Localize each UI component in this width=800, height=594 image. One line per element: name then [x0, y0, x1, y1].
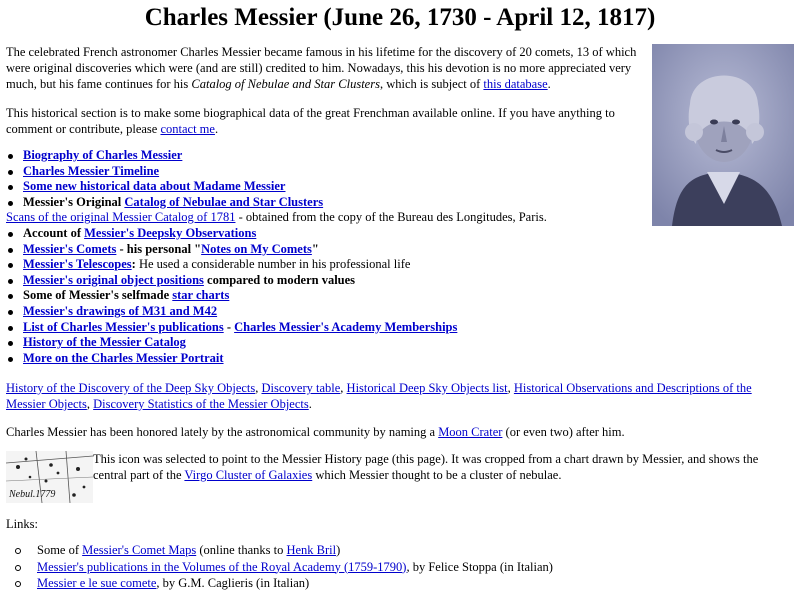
page-title: Charles Messier (June 26, 1730 - April 12, 1817)	[144, 4, 656, 31]
link-mid: (online thanks to	[196, 543, 287, 557]
list-item	[6, 304, 547, 320]
messier-comets-link[interactable]: Messier's Comets	[23, 241, 117, 256]
honored-text-2: (or even two) after him.	[502, 425, 625, 439]
scans-suffix: - obtained from the copy of the Bureau des Longitudes, Paris.	[235, 210, 547, 225]
icon-caption: Nebul.1779	[9, 489, 56, 500]
publications-link[interactable]: List of Charles Messier's publications	[23, 319, 224, 334]
comets-end: "	[311, 241, 319, 256]
comets-mid: - his personal "	[116, 241, 202, 256]
list-item	[6, 257, 547, 273]
virgo-chart-icon	[6, 451, 93, 503]
historical-text-2: .	[214, 122, 219, 136]
discovery-history-link[interactable]: History of the Discovery of the Deep Sky Objects	[6, 381, 256, 395]
links-label: Links:	[6, 517, 38, 531]
positions-suffix: compared to modern values	[203, 272, 356, 287]
link-suffix: , by G.M. Caglieris (in Italian)	[156, 576, 310, 590]
list-item	[6, 335, 547, 351]
list-item	[6, 273, 547, 289]
deepsky-observations-link[interactable]: Messier's Deepsky Observations	[84, 225, 257, 240]
list-item	[6, 164, 547, 180]
original-catalog-link[interactable]: Catalog of Nebulae and Star Clusters	[124, 194, 324, 209]
intro-text-3: .	[547, 77, 551, 91]
biography-link[interactable]: Biography of Charles Messier	[23, 148, 183, 162]
this-database-link[interactable]: this database	[483, 77, 548, 91]
intro-text-2: , which is subject of	[379, 77, 484, 91]
messier-topics-list	[6, 148, 547, 366]
original-catalog-prefix: Messier's Original	[23, 194, 125, 209]
intro-paragraph	[6, 44, 646, 92]
list-item	[6, 179, 547, 195]
charts-prefix: Some of Messier's selfmade	[23, 288, 173, 303]
moon-crater-link[interactable]: Moon Crater	[438, 425, 503, 439]
list-item	[6, 226, 547, 242]
drawings-link[interactable]: Messier's drawings of M31 and M42	[23, 303, 218, 318]
portrait-link[interactable]: More on the Charles Messier Portrait	[23, 350, 224, 365]
sep: ,	[86, 397, 94, 411]
virgo-cluster-link[interactable]: Virgo Cluster of Galaxies	[184, 468, 313, 482]
list-item	[6, 351, 547, 367]
list-item	[6, 210, 547, 226]
historical-dso-list-link[interactable]: Historical Deep Sky Objects list	[346, 381, 508, 395]
list-item	[6, 148, 547, 164]
icon-text: This icon was selected to point to the Messier History page (this page). It was cropped from a chart drawn by Messier, and shows the central part of the	[93, 452, 759, 482]
academy-memberships-link[interactable]: Charles Messier's Academy Memberships	[234, 319, 458, 334]
link-prefix: Some of	[37, 543, 83, 557]
timeline-link[interactable]: Charles Messier Timeline	[23, 163, 160, 178]
sep: ,	[255, 381, 262, 395]
discovery-statistics-link[interactable]: Discovery Statistics of the Messier Objects	[93, 397, 309, 411]
discovery-paragraph	[6, 380, 786, 412]
discovery-table-link[interactable]: Discovery table	[261, 381, 341, 395]
list-item	[6, 575, 553, 592]
catalog-title: Catalog of Nebulae and Star Clusters	[191, 77, 380, 91]
scans-link[interactable]: Scans of the original Messier Catalog of 1781	[6, 210, 236, 225]
sep: .	[308, 397, 312, 411]
henk-bril-link[interactable]: Henk Bril	[286, 543, 337, 557]
icon-paragraph	[93, 451, 783, 483]
messier-comete-link[interactable]: Messier e le sue comete	[37, 576, 157, 590]
telescopes-text: He used a considerable number in his professional life	[135, 257, 411, 272]
pubs-separator: -	[223, 319, 235, 334]
honored-paragraph	[6, 424, 786, 440]
icon-text-2: which Messier thought to be a cluster of nebulae.	[312, 468, 562, 482]
object-positions-link[interactable]: Messier's original object positions	[23, 272, 204, 287]
contact-me-link[interactable]: contact me	[160, 122, 215, 136]
sep: ,	[340, 381, 347, 395]
telescopes-link[interactable]: Messier's Telescopes	[23, 257, 132, 272]
list-item	[6, 288, 547, 304]
notes-on-comets-link[interactable]: Notes on My Comets	[201, 241, 312, 256]
messier-portrait	[652, 44, 794, 226]
honored-text: Charles Messier has been honored lately by the astronomical community by naming a	[6, 425, 439, 439]
list-item	[6, 195, 547, 211]
intro-text: The celebrated French astronomer Charles Messier became famous in his lifetime for the discovery of 20 comets, 13 of which were original discoveries which were (and are still) credited to him. Nowadays, this his devotion is no more appreciated very much, but his fame continues for his	[6, 45, 637, 91]
sep: ,	[507, 381, 514, 395]
telescopes-colon: :	[131, 257, 136, 272]
historical-text: This historical section is to make some biographical data of the great Frenchman available online. If you have anything to comment or contribute, please	[6, 106, 615, 136]
royal-academy-publications-link[interactable]: Messier's publications in the Volumes of the Royal Academy (1759-1790)	[37, 559, 407, 574]
list-item	[6, 559, 553, 576]
link-end: )	[336, 543, 341, 557]
list-item	[6, 542, 553, 559]
historical-paragraph	[6, 105, 646, 137]
comet-maps-link[interactable]: Messier's Comet Maps	[82, 543, 197, 557]
account-prefix: Account of	[23, 225, 85, 240]
historical-observations-link[interactable]: Historical Observations and Descriptions of the Messier Objects	[6, 381, 752, 411]
list-item	[6, 242, 547, 258]
star-charts-link[interactable]: star charts	[172, 288, 230, 303]
catalog-history-link[interactable]: History of the Messier Catalog	[23, 335, 186, 350]
link-suffix: , by Felice Stoppa (in Italian)	[406, 559, 553, 574]
list-item	[6, 320, 547, 336]
external-links-list	[6, 542, 553, 592]
madame-messier-link[interactable]: Some new historical data about Madame Messier	[23, 179, 286, 194]
